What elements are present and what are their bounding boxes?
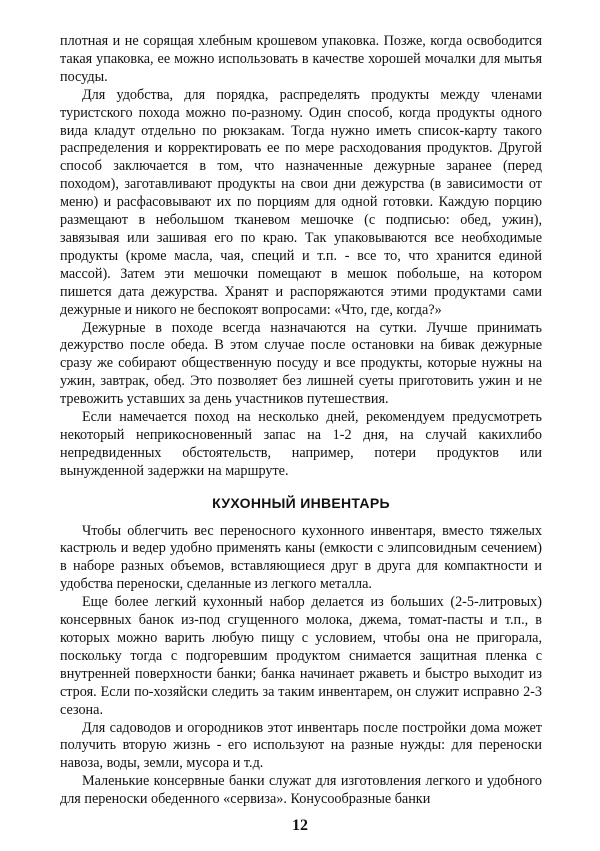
page-number: 12 (292, 817, 308, 834)
paragraph-duty: Дежурные в походе всегда назначаются на сутки. Лучше принимать дежурство после обеда. В этом случае после остановки на бивак дежурные сразу же собирают общественную посуду и все продукты, которые нужны на ужин, завтрак, обед. Это позволяет без лишней суеты приготовить ужин и не тревожить уставших за день участников путешествия. (60, 319, 542, 408)
page-body (60, 33, 542, 809)
paragraph-food-distribution: Для удобства, для порядка, распределять продукты между членами туристского похода можно по-разному. Один способ, когда продукты одного вида кладут отдельно по рюкзакам. Тогда нужно иметь список-карту такого распределения и корректировать ее по мере расходования продуктов. Другой способ заключается в том, что назначенные дежурные заранее (перед походом), заготавливают продукты на свои дни дежурства (в зависимости от меню) и расфасовывают их по порциям для одной готовки. Каждую порцию размещают в небольшом тканевом мешочке (с подписью: обед, ужин), завязывая или зашивая его по краю. Так упаковываются все необходимые продукты (кроме масла, чая, специй и т.п. - все то, что хранится единой массой). Затем эти мешочки помещают в мешок побольше, на котором пишется дата дежурства. Хранят и распоряжаются этими продуктами сами дежурные и никого не беспокоят вопросами: «Что, где, когда?» (60, 86, 542, 318)
paragraph-small-cans: Маленькие консервные банки служат для изготовления легкого и удобного для переноски обеденного «сервиза». Конусообразные банки (60, 773, 542, 808)
paragraph-kitchen-set: Еще более легкий кухонный набор делается из больших (2-5-литровых) консервных банок из-под сгущенного молока, джема, томат-пасты и т.п., в которых можно варить любую пищу с условием, чтобы она не пригорала, поскольку тогда с подгоревшим продуктом снимается защитная пленка с внутренней поверхности банки; банка начинает ржаветь и быстро выходит из строя. Если по-хозяйски следить за таким инвентарем, он служит исправно 2-3 сезона. (60, 594, 542, 718)
paragraph-cans: Чтобы облегчить вес переносного кухонного инвентаря, вместо тяжелых кастрюль и ведер удобно применять каны (емкости с элипсовидным сечением) в наборе разных объемов, вставляющиеся друг в друга для компактности и удобства переноски, сделанные из легкого металла. (60, 522, 542, 593)
paragraph-emergency-reserve: Если намечается поход на несколько дней, рекомендуем предусмотреть некоторый неприкосновенный запас на 1-2 дня, на случай какихлибо непредвиденных обстоятельств, например, потери продуктов или вынужденной задержки на маршруте. (60, 409, 542, 479)
section-heading: КУХОННЫЙ ИНВЕНТАРЬ (212, 494, 390, 511)
paragraph-gardeners: Для садоводов и огородников этот инвентарь после постройки дома может получить вторую жизнь - его используют на разные нужды: для переноски навоза, воды, земли, мусора и т.д. (60, 719, 542, 772)
paragraph-continuation: плотная и не сорящая хлебным крошевом упаковка. Позже, когда освободится такая упаковка, ее можно использовать в качестве хорошей мочалки для мытья посуды. (60, 33, 542, 85)
